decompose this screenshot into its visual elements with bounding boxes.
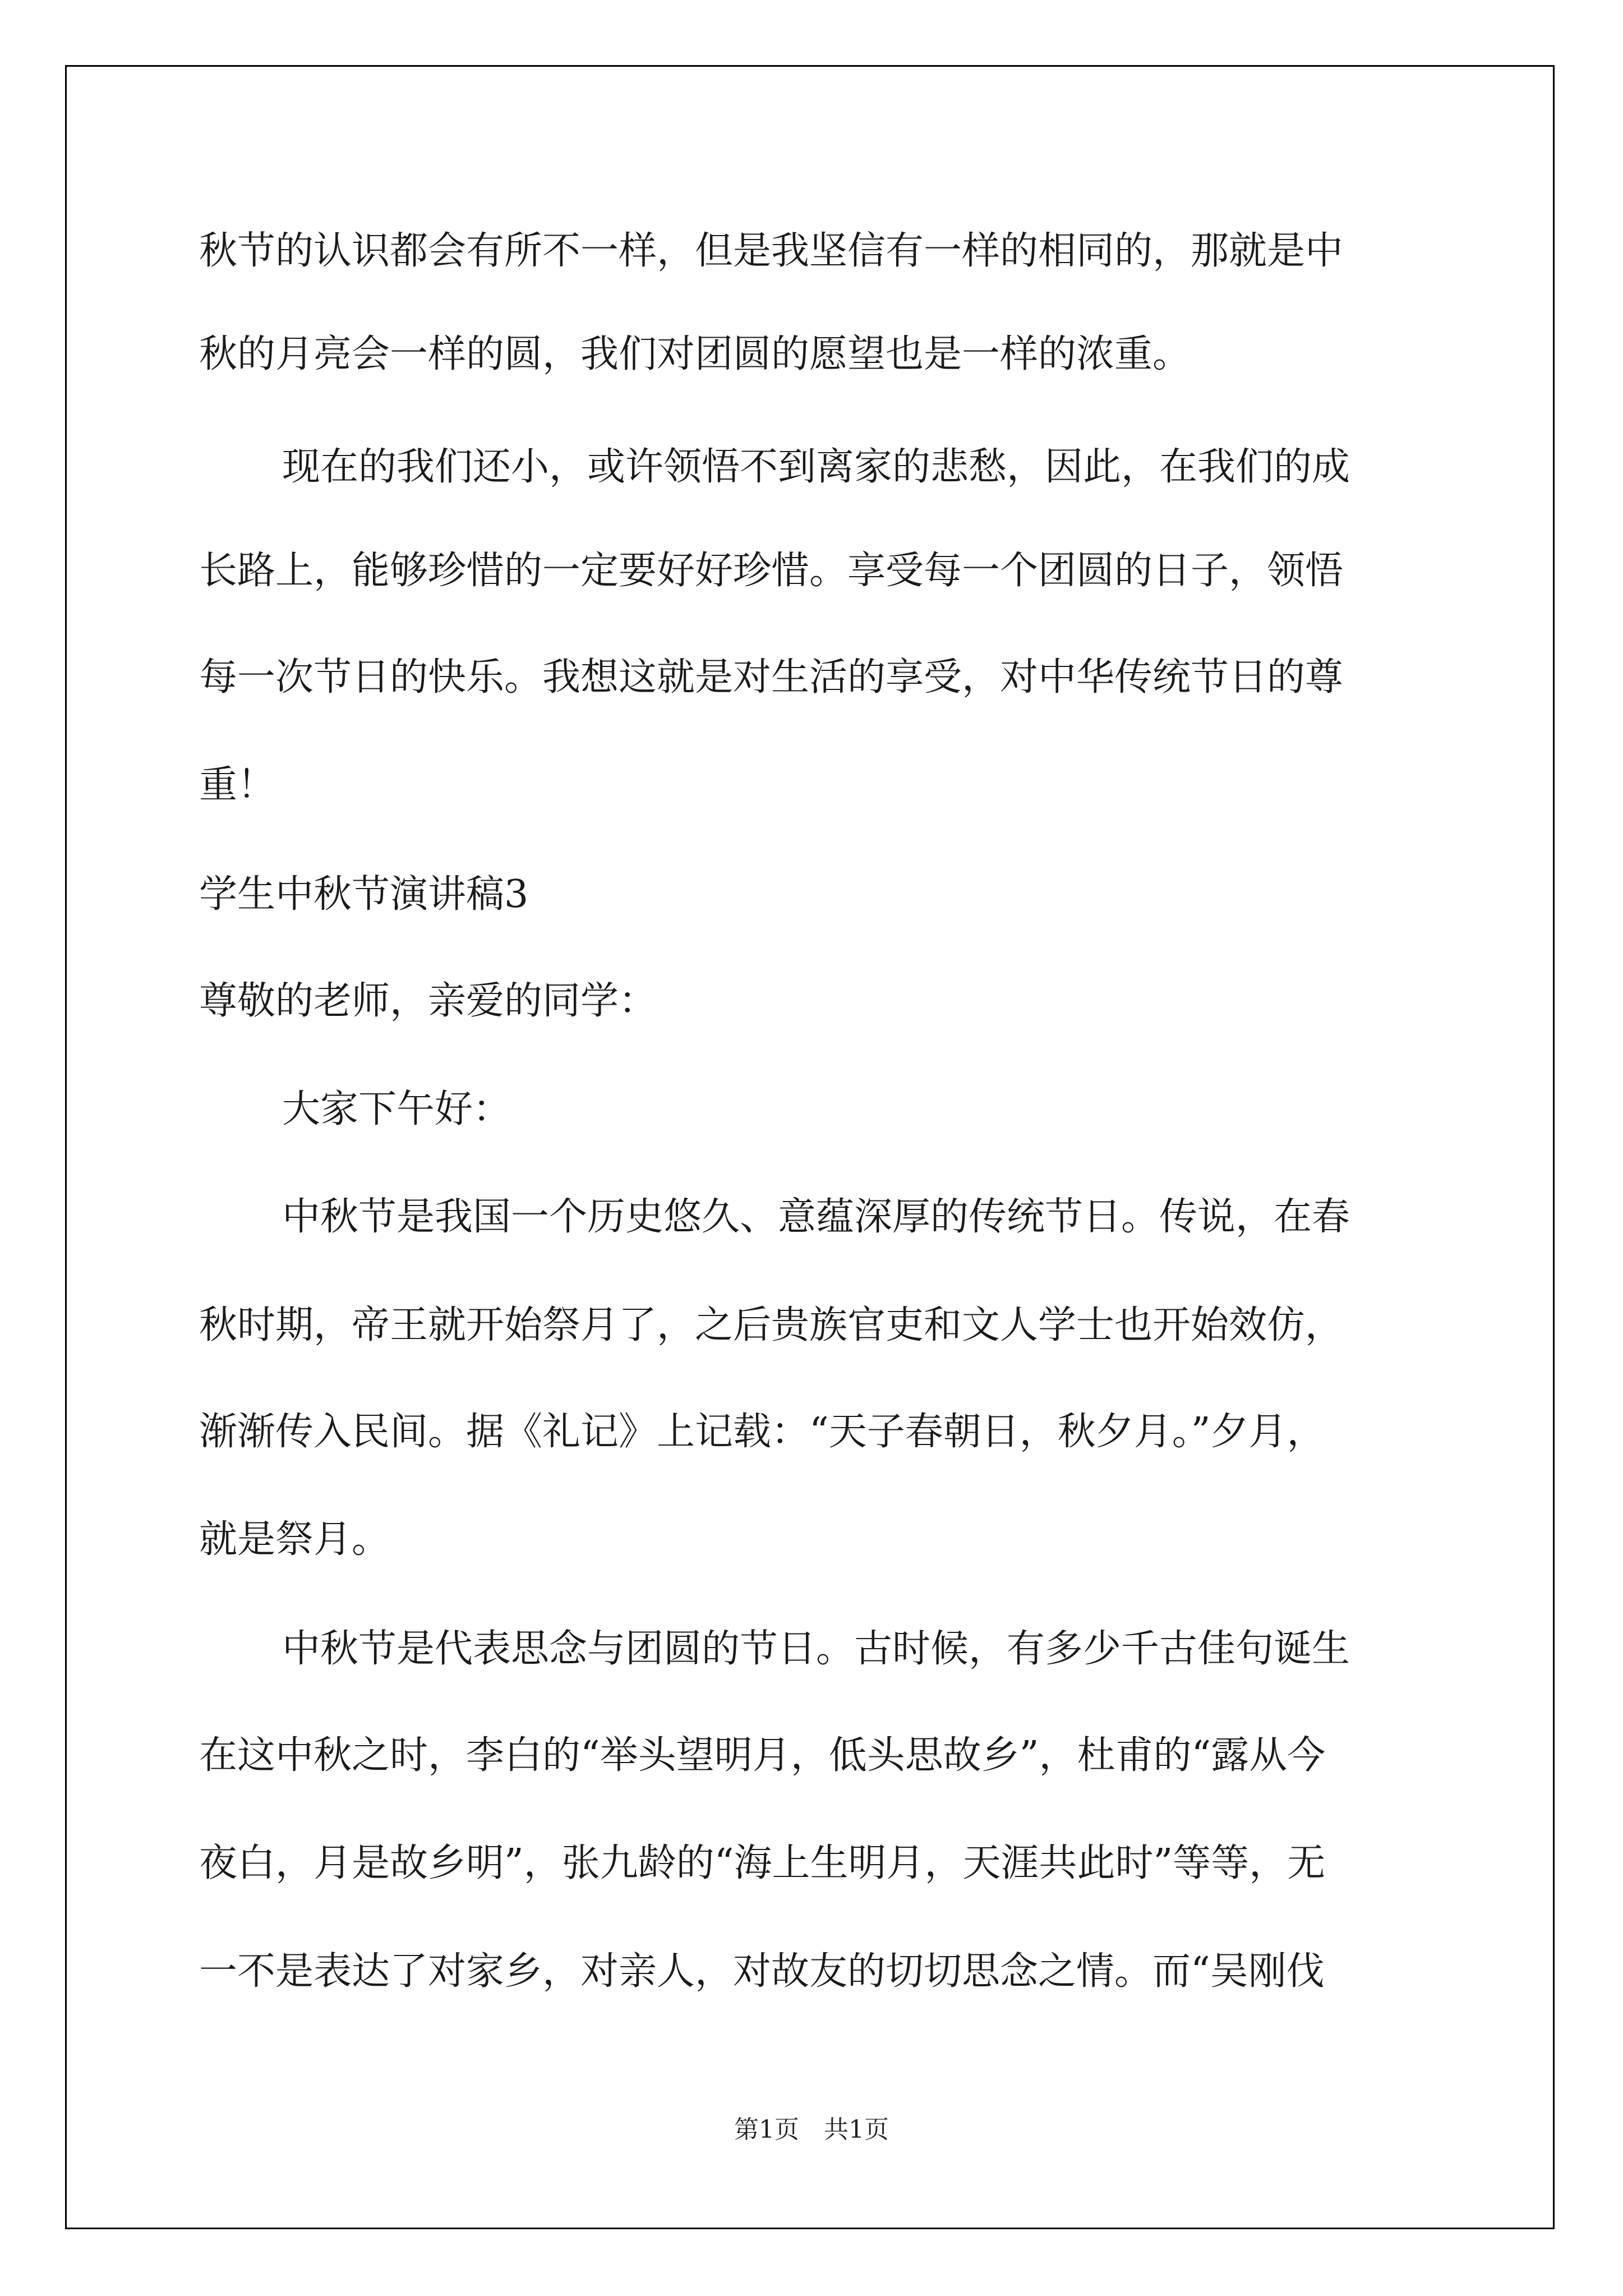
page-border <box>65 65 1555 2229</box>
paragraph-line: 就是祭月。 <box>199 1517 390 1562</box>
paragraph-line: 秋节的认识都会有所不一样，但是我坚信有一样的相同的，那就是中 <box>199 229 1344 273</box>
paragraph-line: 长路上，能够珍惜的一定要好好珍惜。享受每一个团圆的日子，领悟 <box>199 549 1344 593</box>
salutation: 尊敬的老师，亲爱的同学： <box>199 979 657 1023</box>
paragraph-line: 夜白，月是故乡明”，张九龄的“海上生明月，天涯共此时”等等，无 <box>199 1841 1326 1885</box>
paragraph-line: 每一次节日的快乐。我想这就是对生活的享受，对中华传统节日的尊 <box>199 655 1344 700</box>
page-footer: 第1页 共1页 <box>734 2115 889 2144</box>
paragraph-line: 重！ <box>199 763 276 807</box>
paragraph-line: 秋时期，帝王就开始祭月了，之后贵族官吏和文人学士也开始效仿， <box>199 1303 1344 1347</box>
paragraph-line: 现在的我们还小，或许领悟不到离家的悲愁，因此，在我们的成 <box>282 445 1350 489</box>
greeting: 大家下午好： <box>282 1087 511 1131</box>
section-heading: 学生中秋节演讲稿3 <box>199 872 529 917</box>
paragraph-line: 渐渐传入民间。据《礼记》上记载：“天子春朝日，秋夕月。”夕月， <box>199 1410 1325 1454</box>
paragraph-line: 秋的月亮会一样的圆，我们对团圆的愿望也是一样的浓重。 <box>199 332 1191 376</box>
paragraph-line: 一不是表达了对家乡，对亲人，对故友的切切思念之情。而“吴刚伐 <box>199 1949 1325 1994</box>
paragraph-line: 在这中秋之时，李白的“举头望明月，低头思故乡”，杜甫的“露从今 <box>199 1733 1326 1778</box>
paragraph-line: 中秋节是我国一个历史悠久、意蕴深厚的传统节日。传说，在春 <box>282 1195 1350 1239</box>
paragraph-line: 中秋节是代表思念与团圆的节日。古时候，有多少千古佳句诞生 <box>282 1627 1350 1671</box>
